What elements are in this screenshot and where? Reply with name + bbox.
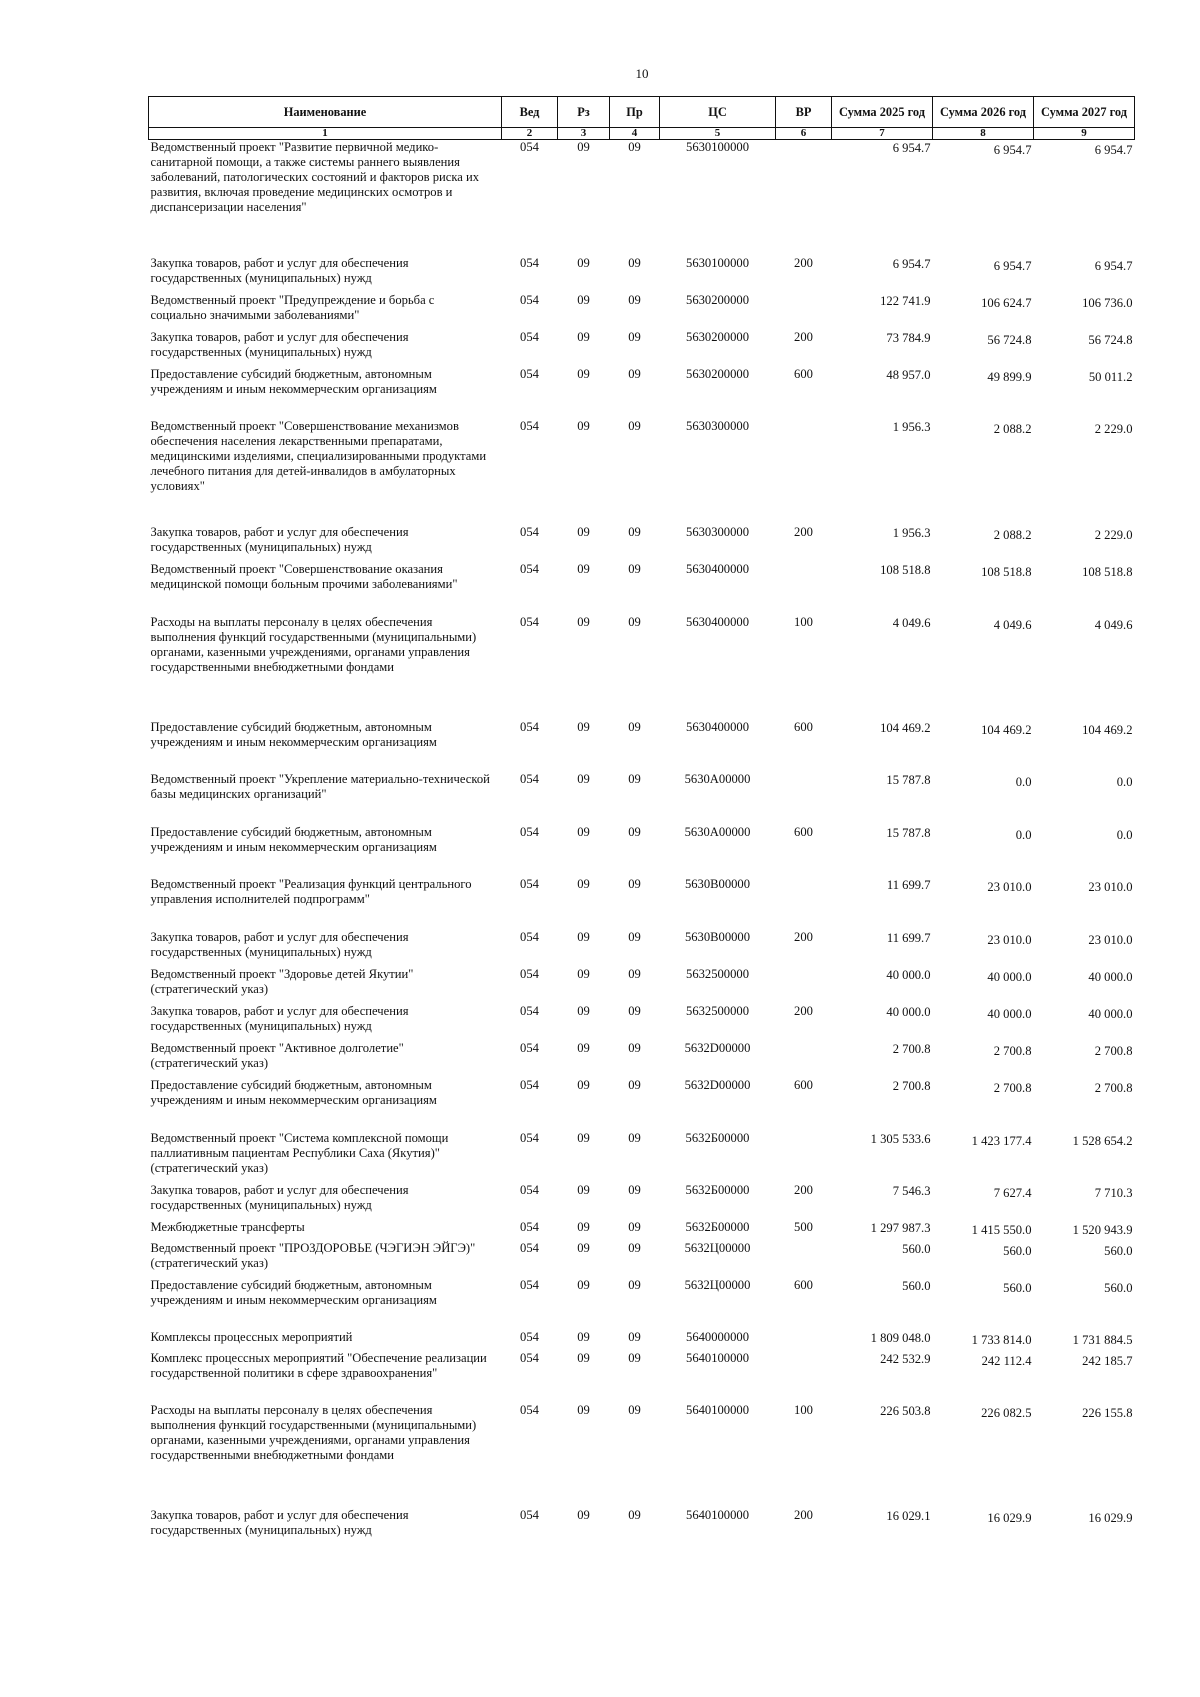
row-cs: 5640100000	[686, 1402, 749, 1417]
row-sum-2026: 242 112.4	[981, 1353, 1032, 1368]
row-cs: 5630300000	[686, 418, 749, 433]
row-ved: 054	[520, 1219, 539, 1234]
row-sum-2026: 6 954.7	[993, 258, 1032, 273]
row-sum-2026: 1 415 550.0	[971, 1222, 1032, 1237]
header-sum-2027: Сумма 2027 год	[1034, 97, 1135, 128]
row-rz: 09	[577, 366, 590, 381]
row-rz: 09	[577, 1040, 590, 1055]
row-pr: 09	[628, 614, 641, 629]
row-rz: 09	[577, 1507, 590, 1522]
row-cs: 5632D00000	[684, 1040, 751, 1055]
row-name: Ведомственный проект "ПРОЗДОРОВЬЕ (ЧЭГИЭН ЭЙГЭ)" (стратегический указ)	[150, 1240, 476, 1270]
row-sum-2027: 1 528 654.2	[1072, 1133, 1133, 1148]
row-ved: 054	[520, 824, 539, 839]
row-pr: 09	[628, 329, 641, 344]
row-vr: 600	[794, 1277, 813, 1292]
header-cs: ЦС	[660, 97, 776, 128]
row-rz: 09	[577, 329, 590, 344]
row-pr: 09	[628, 1507, 641, 1522]
row-name: Закупка товаров, работ и услуг для обеспечения государственных (муниципальных) нужд	[150, 1507, 409, 1537]
row-ved: 054	[520, 1130, 539, 1145]
row-rz: 09	[577, 418, 590, 433]
row-ved: 054	[520, 1350, 539, 1365]
row-vr: 200	[794, 1507, 813, 1522]
row-pr: 09	[628, 1350, 641, 1365]
row-ved: 054	[520, 1040, 539, 1055]
row-vr: 500	[794, 1219, 813, 1234]
row-sum-2025: 122 741.9	[880, 293, 931, 308]
row-ved: 054	[520, 1003, 539, 1018]
row-name: Ведомственный проект "Здоровье детей Якутии" (стратегический указ)	[150, 966, 414, 996]
row-ved: 054	[520, 366, 539, 381]
table-row	[149, 1351, 1135, 1403]
row-sum-2026: 0.0	[1015, 774, 1032, 789]
row-sum-2025: 40 000.0	[886, 967, 931, 982]
row-pr: 09	[628, 1003, 641, 1018]
row-vr: 600	[794, 1077, 813, 1092]
row-name: Закупка товаров, работ и услуг для обеспечения государственных (муниципальных) нужд	[150, 255, 409, 285]
row-sum-2026: 6 954.7	[993, 143, 1032, 157]
table-row	[149, 1508, 1135, 1558]
row-sum-2025: 1 809 048.0	[870, 1330, 931, 1345]
row-vr	[776, 1351, 832, 1403]
row-vr: 600	[794, 824, 813, 839]
row-sum-2025: 1 956.3	[892, 419, 931, 434]
table-row	[149, 419, 1135, 525]
row-pr: 09	[628, 1277, 641, 1292]
row-sum-2026: 49 899.9	[987, 369, 1032, 384]
row-rz: 09	[577, 292, 590, 307]
row-sum-2025: 40 000.0	[886, 1004, 931, 1019]
row-rz: 09	[577, 1402, 590, 1417]
row-pr: 09	[628, 1402, 641, 1417]
row-vr	[776, 140, 832, 256]
header-vr: ВР	[776, 97, 832, 128]
row-ved: 054	[520, 966, 539, 981]
row-vr	[776, 419, 832, 525]
row-sum-2026: 23 010.0	[987, 932, 1032, 947]
table-row	[149, 825, 1135, 877]
row-rz: 09	[577, 1240, 590, 1255]
row-name: Закупка товаров, работ и услуг для обеспечения государственных (муниципальных) нужд	[150, 524, 409, 554]
row-sum-2027: 2 700.8	[1094, 1080, 1133, 1095]
row-vr	[776, 877, 832, 930]
row-sum-2026: 2 088.2	[993, 421, 1032, 436]
row-sum-2027: 106 736.0	[1082, 295, 1133, 310]
table-row	[149, 525, 1135, 562]
row-sum-2025: 1 297 987.3	[870, 1220, 931, 1235]
row-name: Ведомственный проект "Предупреждение и борьба с социально значимыми заболеваниями"	[150, 292, 435, 322]
row-ved: 054	[520, 1329, 539, 1344]
row-cs: 5630300000	[686, 524, 749, 539]
table-row	[149, 330, 1135, 367]
row-sum-2025: 6 954.7	[892, 141, 931, 155]
row-name: Ведомственный проект "Развитие первичной медико-санитарной помощи, а также системы раннего выявления заболеваний, патологических состояний и факторов риска их развития, включая проведение медицинских осмотров и диспансеризации населения"	[150, 140, 480, 214]
row-sum-2025: 4 049.6	[892, 615, 931, 630]
row-sum-2027: 16 029.9	[1088, 1510, 1133, 1525]
row-cs: 5630А00000	[684, 771, 751, 786]
column-number-row	[149, 128, 1135, 140]
row-name: Ведомственный проект "Укрепление материально-технической базы медицинских организаций"	[150, 771, 490, 801]
row-pr: 09	[628, 524, 641, 539]
row-pr: 09	[628, 292, 641, 307]
row-sum-2026: 1 733 814.0	[971, 1332, 1032, 1347]
row-sum-2025: 7 546.3	[892, 1183, 931, 1198]
row-vr	[776, 293, 832, 330]
row-name: Ведомственный проект "Совершенствование механизмов обеспечения населения лекарственными препаратами, медицинскими изделиями, специализированными продуктами лечебного питания для детей-инвалидов в амбулаторных условиях"	[150, 418, 487, 493]
row-sum-2027: 2 229.0	[1094, 421, 1133, 436]
row-cs: 5630400000	[686, 719, 749, 734]
row-pr: 09	[628, 719, 641, 734]
row-sum-2027: 23 010.0	[1088, 879, 1133, 894]
column-number: 8	[933, 128, 1034, 140]
row-sum-2027: 7 710.3	[1094, 1185, 1133, 1200]
row-sum-2025: 104 469.2	[880, 720, 931, 735]
row-sum-2025: 2 700.8	[892, 1078, 931, 1093]
row-sum-2025: 11 699.7	[886, 930, 931, 945]
row-sum-2027: 50 011.2	[1088, 369, 1133, 384]
row-rz: 09	[577, 1329, 590, 1344]
row-sum-2026: 4 049.6	[993, 617, 1032, 632]
row-pr: 09	[628, 1240, 641, 1255]
row-sum-2025: 2 700.8	[892, 1041, 931, 1056]
row-sum-2027: 6 954.7	[1094, 143, 1133, 157]
row-name: Расходы на выплаты персоналу в целях обеспечения выполнения функций государственными (муниципальными) органами, казенными учреждениями, органами управления государственными внебюджетными фондами	[150, 1402, 477, 1462]
row-ved: 054	[520, 292, 539, 307]
row-name: Предоставление субсидий бюджетным, автономным учреждениям и иным некоммерческим организациям	[150, 366, 437, 396]
page-number: 10	[635, 66, 649, 81]
row-name: Закупка товаров, работ и услуг для обеспечения государственных (муниципальных) нужд	[150, 1003, 409, 1033]
row-sum-2027: 560.0	[1104, 1243, 1133, 1258]
row-sum-2027: 6 954.7	[1094, 258, 1133, 273]
row-vr	[776, 967, 832, 1004]
row-rz: 09	[577, 1077, 590, 1092]
table-row	[149, 615, 1135, 720]
row-rz: 09	[577, 255, 590, 270]
row-sum-2026: 1 423 177.4	[971, 1133, 1032, 1148]
row-vr: 200	[794, 524, 813, 539]
row-sum-2026: 56 724.8	[987, 332, 1032, 347]
row-rz: 09	[577, 614, 590, 629]
row-vr: 100	[794, 614, 813, 629]
row-rz: 09	[577, 1130, 590, 1145]
row-pr: 09	[628, 1040, 641, 1055]
row-rz: 09	[577, 524, 590, 539]
row-cs: 5632500000	[686, 1003, 749, 1018]
row-cs: 5630100000	[686, 140, 749, 154]
table-row	[149, 256, 1135, 293]
column-number: 4	[610, 128, 660, 140]
row-pr: 09	[628, 1130, 641, 1145]
row-rz: 09	[577, 140, 590, 154]
row-cs: 5630В00000	[684, 876, 751, 891]
row-pr: 09	[628, 771, 641, 786]
row-sum-2026: 7 627.4	[993, 1185, 1032, 1200]
row-sum-2026: 108 518.8	[981, 564, 1032, 579]
table-body	[149, 140, 1135, 1558]
table-row	[149, 930, 1135, 967]
header-rz: Рз	[558, 97, 610, 128]
row-sum-2027: 56 724.8	[1088, 332, 1133, 347]
row-sum-2027: 23 010.0	[1088, 932, 1133, 947]
row-vr	[776, 1330, 832, 1351]
row-ved: 054	[520, 771, 539, 786]
row-sum-2027: 40 000.0	[1088, 1006, 1133, 1021]
row-pr: 09	[628, 1329, 641, 1344]
table-row	[149, 1004, 1135, 1041]
row-pr: 09	[628, 824, 641, 839]
row-ved: 054	[520, 1182, 539, 1197]
table-row	[149, 1403, 1135, 1508]
row-pr: 09	[628, 1077, 641, 1092]
row-name: Расходы на выплаты персоналу в целях обеспечения выполнения функций государственными (муниципальными) органами, казенными учреждениями, органами управления государственными внебюджетными фондами	[150, 614, 477, 674]
table-row	[149, 367, 1135, 419]
row-cs: 5630400000	[686, 614, 749, 629]
column-number: 1	[149, 128, 502, 140]
row-vr: 600	[794, 366, 813, 381]
row-name: Предоставление субсидий бюджетным, автономным учреждениям и иным некоммерческим организациям	[150, 719, 437, 749]
row-name: Ведомственный проект "Совершенствование оказания медицинской помощи больным прочими заболеваниями"	[150, 561, 458, 591]
table-row	[149, 1220, 1135, 1241]
row-rz: 09	[577, 719, 590, 734]
column-number: 9	[1034, 128, 1135, 140]
row-ved: 054	[520, 524, 539, 539]
row-name: Комплексы процессных мероприятий	[150, 1329, 353, 1344]
row-sum-2026: 0.0	[1015, 827, 1032, 842]
row-name: Закупка товаров, работ и услуг для обеспечения государственных (муниципальных) нужд	[150, 1182, 409, 1212]
column-number: 5	[660, 128, 776, 140]
row-ved: 054	[520, 719, 539, 734]
column-number: 2	[502, 128, 558, 140]
row-rz: 09	[577, 824, 590, 839]
row-ved: 054	[520, 1077, 539, 1092]
table-row	[149, 967, 1135, 1004]
row-cs: 5640100000	[686, 1507, 749, 1522]
row-rz: 09	[577, 1182, 590, 1197]
row-cs: 5630А00000	[684, 824, 751, 839]
row-name: Ведомственный проект "Активное долголетие" (стратегический указ)	[150, 1040, 404, 1070]
row-sum-2025: 1 305 533.6	[870, 1131, 931, 1146]
row-cs: 5632Б00000	[685, 1182, 750, 1197]
row-name: Комплекс процессных мероприятий "Обеспечение реализации государственной политики в сфере здравоохранения"	[150, 1350, 487, 1380]
column-number: 3	[558, 128, 610, 140]
row-pr: 09	[628, 418, 641, 433]
row-rz: 09	[577, 561, 590, 576]
row-rz: 09	[577, 1277, 590, 1292]
row-sum-2025: 48 957.0	[886, 367, 931, 382]
row-vr: 200	[794, 255, 813, 270]
row-sum-2025: 560.0	[902, 1278, 931, 1293]
row-vr	[776, 772, 832, 825]
row-name: Предоставление субсидий бюджетным, автономным учреждениям и иным некоммерческим организациям	[150, 824, 437, 854]
row-name: Закупка товаров, работ и услуг для обеспечения государственных (муниципальных) нужд	[150, 929, 409, 959]
table-row	[149, 1183, 1135, 1220]
row-ved: 054	[520, 418, 539, 433]
row-sum-2027: 2 229.0	[1094, 527, 1133, 542]
row-cs: 5640100000	[686, 1350, 749, 1365]
row-pr: 09	[628, 1182, 641, 1197]
row-vr: 200	[794, 929, 813, 944]
row-sum-2026: 104 469.2	[981, 722, 1032, 737]
row-rz: 09	[577, 876, 590, 891]
row-sum-2026: 560.0	[1003, 1280, 1032, 1295]
row-vr: 200	[794, 329, 813, 344]
row-rz: 09	[577, 1219, 590, 1234]
row-sum-2025: 15 787.8	[886, 772, 931, 787]
row-cs: 5630200000	[686, 329, 749, 344]
row-sum-2027: 0.0	[1116, 827, 1133, 842]
row-name: Межбюджетные трансферты	[150, 1219, 305, 1234]
row-name: Закупка товаров, работ и услуг для обеспечения государственных (муниципальных) нужд	[150, 329, 409, 359]
row-vr	[776, 562, 832, 615]
row-rz: 09	[577, 771, 590, 786]
row-cs: 5632D00000	[684, 1077, 751, 1092]
table-row	[149, 720, 1135, 772]
row-sum-2025: 15 787.8	[886, 825, 931, 840]
table-row	[149, 772, 1135, 825]
table-row	[149, 562, 1135, 615]
row-sum-2025: 560.0	[902, 1241, 931, 1256]
row-sum-2025: 242 532.9	[880, 1351, 931, 1366]
column-number: 6	[776, 128, 832, 140]
row-vr: 600	[794, 719, 813, 734]
row-cs: 5632Б00000	[685, 1130, 750, 1145]
row-cs: 5632Ц00000	[684, 1277, 751, 1292]
row-sum-2027: 242 185.7	[1082, 1353, 1133, 1368]
row-sum-2026: 23 010.0	[987, 879, 1032, 894]
table-row	[149, 293, 1135, 330]
row-name: Предоставление субсидий бюджетным, автономным учреждениям и иным некоммерческим организациям	[150, 1277, 437, 1307]
row-sum-2026: 16 029.9	[987, 1510, 1032, 1525]
table-header	[149, 97, 1135, 128]
row-sum-2025: 16 029.1	[886, 1508, 931, 1523]
row-sum-2026: 560.0	[1003, 1243, 1032, 1258]
row-sum-2026: 2 088.2	[993, 527, 1032, 542]
table-row	[149, 1278, 1135, 1330]
header-ved: Вед	[502, 97, 558, 128]
row-pr: 09	[628, 876, 641, 891]
row-ved: 054	[520, 876, 539, 891]
row-vr	[776, 1131, 832, 1183]
row-sum-2025: 6 954.7	[892, 256, 931, 271]
row-pr: 09	[628, 966, 641, 981]
table-row	[149, 1078, 1135, 1131]
row-sum-2026: 40 000.0	[987, 1006, 1032, 1021]
row-vr: 200	[794, 1003, 813, 1018]
row-sum-2025: 73 784.9	[886, 330, 931, 345]
row-sum-2025: 11 699.7	[886, 877, 931, 892]
row-sum-2026: 226 082.5	[981, 1405, 1032, 1420]
row-cs: 5632Ц00000	[684, 1240, 751, 1255]
row-rz: 09	[577, 929, 590, 944]
row-ved: 054	[520, 1507, 539, 1522]
row-sum-2027: 2 700.8	[1094, 1043, 1133, 1058]
row-vr	[776, 1041, 832, 1078]
row-sum-2026: 40 000.0	[987, 969, 1032, 984]
row-sum-2026: 2 700.8	[993, 1080, 1032, 1095]
row-ved: 054	[520, 329, 539, 344]
row-rz: 09	[577, 966, 590, 981]
row-ved: 054	[520, 614, 539, 629]
row-rz: 09	[577, 1350, 590, 1365]
row-vr: 100	[794, 1402, 813, 1417]
row-cs: 5630200000	[686, 292, 749, 307]
row-ved: 054	[520, 140, 539, 154]
row-sum-2027: 4 049.6	[1094, 617, 1133, 632]
row-cs: 5630400000	[686, 561, 749, 576]
row-sum-2027: 1 520 943.9	[1072, 1222, 1133, 1237]
row-sum-2027: 104 469.2	[1082, 722, 1133, 737]
row-vr	[776, 1241, 832, 1278]
table-row	[149, 1241, 1135, 1278]
row-sum-2027: 560.0	[1104, 1280, 1133, 1295]
table-row	[149, 140, 1135, 256]
header-sum-2026: Сумма 2026 год	[933, 97, 1034, 128]
row-sum-2025: 108 518.8	[880, 562, 931, 577]
row-sum-2026: 2 700.8	[993, 1043, 1032, 1058]
row-pr: 09	[628, 140, 641, 154]
table-row	[149, 1041, 1135, 1078]
row-pr: 09	[628, 1219, 641, 1234]
row-cs: 5632Б00000	[685, 1219, 750, 1234]
row-cs: 5630100000	[686, 255, 749, 270]
row-pr: 09	[628, 561, 641, 576]
row-sum-2027: 40 000.0	[1088, 969, 1133, 984]
row-ved: 054	[520, 1277, 539, 1292]
row-sum-2025: 226 503.8	[880, 1403, 931, 1418]
row-cs: 5632500000	[686, 966, 749, 981]
header-sum-2025: Сумма 2025 год	[832, 97, 933, 128]
row-sum-2027: 1 731 884.5	[1072, 1332, 1133, 1347]
row-sum-2027: 108 518.8	[1082, 564, 1133, 579]
row-ved: 054	[520, 1240, 539, 1255]
header-pr: Пр	[610, 97, 660, 128]
row-sum-2027: 0.0	[1116, 774, 1133, 789]
row-ved: 054	[520, 255, 539, 270]
header-name: Наименование	[149, 97, 502, 128]
row-pr: 09	[628, 255, 641, 270]
row-name: Ведомственный проект "Реализация функций центрального управления исполнителей подпрограмм"	[150, 876, 472, 906]
row-sum-2026: 106 624.7	[981, 295, 1032, 310]
row-pr: 09	[628, 929, 641, 944]
row-ved: 054	[520, 1402, 539, 1417]
row-rz: 09	[577, 1003, 590, 1018]
row-cs: 5640000000	[686, 1329, 749, 1344]
row-name: Предоставление субсидий бюджетным, автономным учреждениям и иным некоммерческим организациям	[150, 1077, 437, 1107]
budget-table	[148, 96, 1135, 1558]
table-row	[149, 1131, 1135, 1183]
row-ved: 054	[520, 561, 539, 576]
table-row	[149, 1330, 1135, 1351]
row-ved: 054	[520, 929, 539, 944]
row-cs: 5630В00000	[684, 929, 751, 944]
row-name: Ведомственный проект "Система комплексной помощи паллиативным пациентам Республики Саха (Якутия)" (стратегический указ)	[150, 1130, 449, 1175]
row-vr: 200	[794, 1182, 813, 1197]
table-row	[149, 877, 1135, 930]
row-sum-2027: 226 155.8	[1082, 1405, 1133, 1420]
row-cs: 5630200000	[686, 366, 749, 381]
column-number: 7	[832, 128, 933, 140]
row-sum-2025: 1 956.3	[892, 525, 931, 540]
row-pr: 09	[628, 366, 641, 381]
